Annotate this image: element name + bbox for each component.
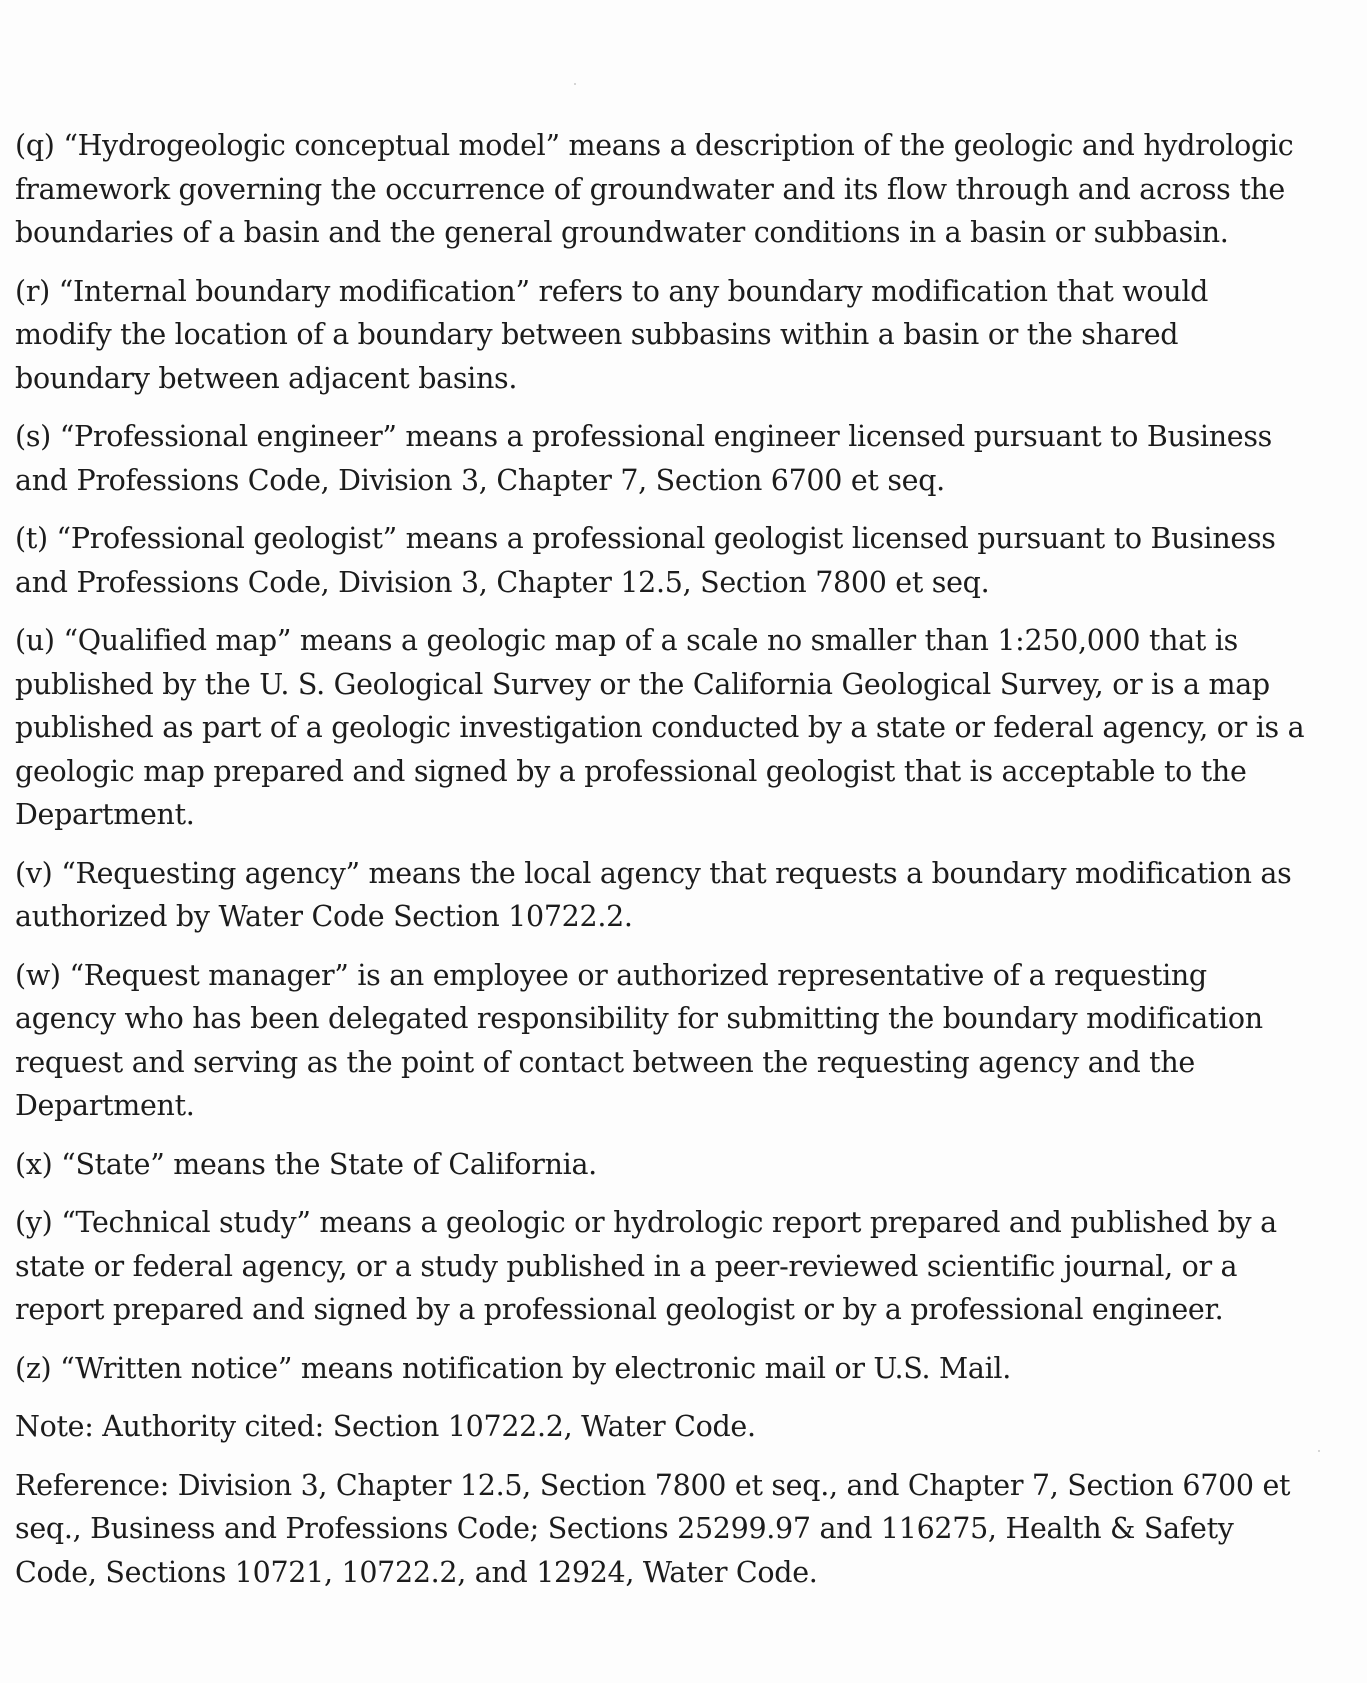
reference-note: Reference: Division 3, Chapter 12.5, Section 7800 et seq., and Chapter 7, Section 6700 et seq., Business and Professions Code; Sections 25299.97 and 116275, Health & Safety Code, Sections 10721, 10722.2, and 12924, Water Code. <box>15 1468 1291 1589</box>
definition-x: (x) “State” means the State of California. <box>15 1147 597 1181</box>
definition-q: (q) “Hydrogeologic conceptual model” means a description of the geologic and hydrologic framework governing the occurrence of groundwater and its flow through and across the boundaries of a basin and the general groundwater conditions in a basin or subbasin. <box>15 129 1294 249</box>
scan-speck <box>574 83 576 85</box>
document-body <box>15 124 1305 1609</box>
definition-v: (v) “Requesting agency” means the local agency that requests a boundary modification as authorized by Water Code Section 10722.2. <box>15 856 1292 933</box>
definition-s: (s) “Professional engineer” means a professional engineer licensed pursuant to Business and Professions Code, Division 3, Chapter 7, Section 6700 et seq. <box>15 420 1272 497</box>
definition-y: (y) “Technical study” means a geologic or hydrologic report prepared and published by a state or federal agency, or a study published in a peer-reviewed scientific journal, or a report prepared and signed by a professional geologist or by a professional engineer. <box>15 1206 1277 1326</box>
definition-t: (t) “Professional geologist” means a professional geologist licensed pursuant to Business and Professions Code, Division 3, Chapter 12.5, Section 7800 et seq. <box>15 522 1276 599</box>
authority-note: Note: Authority cited: Section 10722.2, Water Code. <box>15 1410 756 1443</box>
definition-r: (r) “Internal boundary modification” refers to any boundary modification that would modify the location of a boundary between subbasins within a basin or the shared boundary between adjacent basins. <box>15 274 1209 395</box>
definition-z: (z) “Written notice” means notification by electronic mail or U.S. Mail. <box>15 1351 1011 1385</box>
scan-speck <box>1318 1450 1320 1452</box>
definition-u: (u) “Qualified map” means a geologic map of a scale no smaller than 1:250,000 that is published by the U. S. Geological Survey or the California Geological Survey, or is a map published as part of a geologic investigation conducted by a state or federal agency, or is a geologic map prepared and signed by a professional geologist that is acceptable to the Department. <box>15 624 1305 831</box>
definition-w: (w) “Request manager” is an employee or authorized representative of a requesting agency who has been delegated responsibility for submitting the boundary modification request and serving as the point of contact between the requesting agency and the Department. <box>15 958 1263 1122</box>
